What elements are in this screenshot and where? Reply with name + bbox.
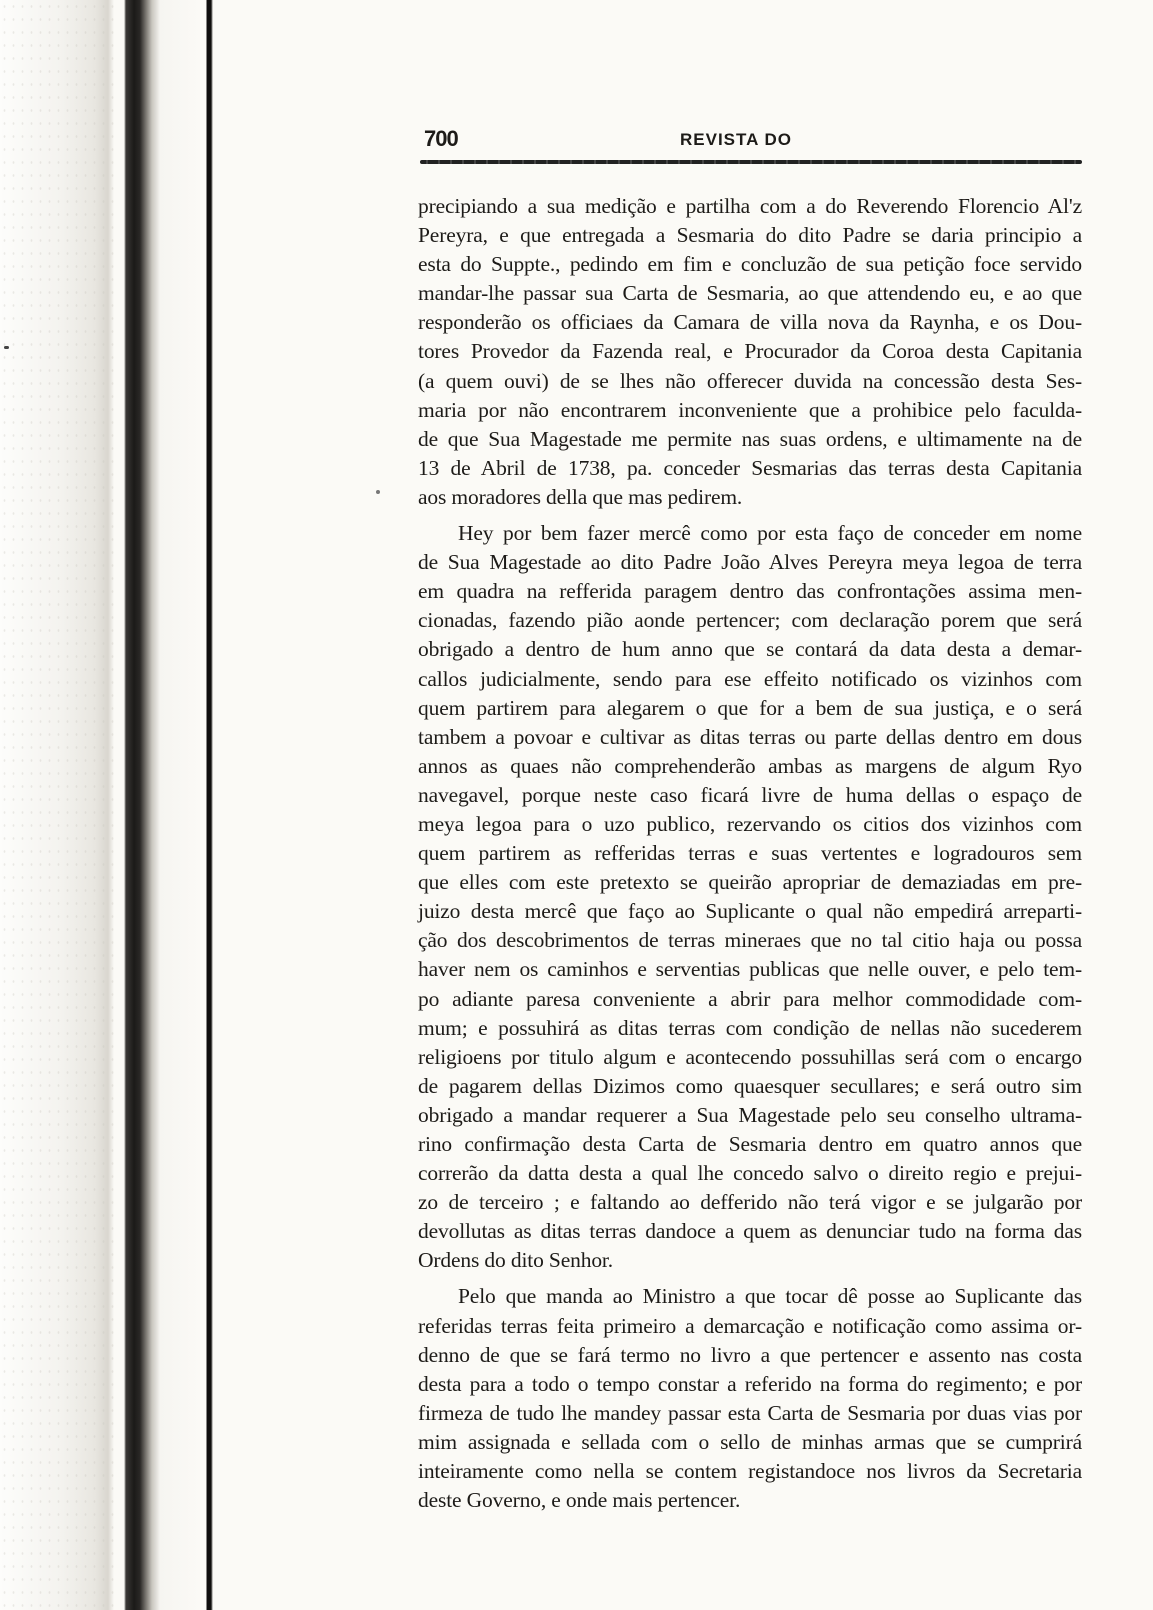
text-line: denno de que se fará termo no livro a que pertencer e assento nas costa <box>418 1342 1082 1367</box>
text-line: de pagarem dellas Dizimos como quaesquer secullares; e será outro sim <box>418 1073 1082 1098</box>
text-line: maria por não encontrarem inconveniente que a prohibice pelo faculda- <box>418 397 1082 422</box>
text-line: zo de terceiro ; e faltando ao defferido não terá vigor e se julgarão por <box>418 1190 1082 1215</box>
text-line: de Sua Magestade ao dito Padre João Alves Pereyra meya legoa de terra <box>418 550 1082 575</box>
text-line: rino confirmação desta Carta de Sesmaria dentro em quatro annos que <box>418 1132 1082 1156</box>
text-line: deste Governo, e onde mais pertencer. <box>418 1488 741 1513</box>
header-rule <box>420 160 1082 164</box>
ink-speck <box>4 346 9 349</box>
text-line: Pelo que manda ao Ministro a que tocar dê posse ao Suplicante das <box>458 1284 1082 1309</box>
text-line: correrão da datta desta a qual lhe concedo salvo o direito regio e prejui- <box>418 1161 1082 1186</box>
body-text <box>418 192 1082 1515</box>
text-line: obrigado a mandar requerer a Sua Magestade pelo seu conselho ultrama- <box>418 1102 1082 1127</box>
text-line: (a quem ouvi) de se lhes não offerecer duvida na concessão desta Ses- <box>418 368 1082 393</box>
text-line: meya legoa para o uzo publico, rezervando os citios dos vizinhos com <box>418 811 1082 836</box>
text-line: obrigado a dentro de hum anno que se contará da data desta a demar- <box>418 637 1082 662</box>
text-line: cionadas, fazendo pião aonde pertencer; com declaração porem que será <box>418 608 1082 633</box>
page-number: 700 <box>424 126 458 151</box>
running-head <box>418 120 1082 160</box>
text-line: devollutas as ditas terras dandoce a quem as denunciar tudo na forma das <box>418 1219 1082 1244</box>
text-line: ção dos descobrimentos de terras mineraes que no tal citio haja ou possa <box>418 928 1082 953</box>
text-line: juizo desta mercê que faço ao Suplicante o qual não empedirá arreparti- <box>418 899 1082 924</box>
paragraph <box>418 1282 1082 1515</box>
ink-speck <box>376 490 380 494</box>
text-line: responderão os officiaes da Camara de villa nova da Raynha, e os Dou- <box>418 310 1082 335</box>
paper-texture <box>0 0 120 1610</box>
text-line: navegavel, porque neste caso ficará livre de huma dellas o espaço de <box>418 782 1082 807</box>
text-line: esta do Suppte., pedindo em fim e concluzão de sua petição foce servido <box>418 252 1082 277</box>
text-line: mum; e possuhirá as ditas terras com condição de nellas não sucederem <box>418 1015 1082 1040</box>
text-line: tores Provedor da Fazenda real, e Procurador da Coroa desta Capitania <box>418 339 1082 364</box>
text-line: religioens por titulo algum e acontecendo possuhillas será com o encargo <box>418 1044 1082 1069</box>
text-line: annos as quaes não comprehenderão ambas as margens de algum Ryo <box>418 753 1082 778</box>
text-line: quem partirem as refferidas terras e suas vertentes e logradouros sem <box>418 841 1082 866</box>
text-line: de que Sua Magestade me permite nas suas ordens, e ultimamente na de <box>418 426 1082 451</box>
text-line: po adiante paresa conveniente a abrir para melhor commodidade com- <box>418 986 1082 1011</box>
text-line: que elles com este pretexto se queirão apropriar de demaziadas em pre- <box>418 870 1082 895</box>
text-line: em quadra na refferida paragem dentro das confrontações assima men- <box>418 579 1082 604</box>
text-line: Hey por bem fazer mercê como por esta faço de conceder em nome <box>458 521 1082 546</box>
running-title: REVISTA DO <box>680 130 793 149</box>
text-line: 13 de Abril de 1738, pa. conceder Sesmarias das terras desta Capitania <box>418 455 1082 480</box>
text-line: mandar-lhe passar sua Carta de Sesmaria, ao que attendendo eu, e ao que <box>418 281 1082 306</box>
text-line: callos judicialmente, sendo para ese effeito notificado os vizinhos com <box>418 666 1082 691</box>
paragraph <box>418 519 1082 1275</box>
text-line: desta para a todo o tempo constar a referido na forma do regimento; e por <box>418 1371 1082 1396</box>
text-line: mim assignada e sellada com o sello de minhas armas que se cumprirá <box>418 1429 1082 1454</box>
text-line: haver nem os caminhos e serventias publicas que nelle ouver, e pelo tem- <box>418 957 1082 982</box>
paragraph <box>418 192 1082 512</box>
document-page <box>418 120 1082 1515</box>
text-line: precipiando a sua medição e partilha com a do Reverendo Florencio Al'z <box>418 194 1082 218</box>
text-line: quem partirem para alegarem o que for a bem de sua justiça, e o será <box>418 695 1082 720</box>
text-line: tambem a povoar e cultivar as ditas terras ou parte dellas dentro em dous <box>418 724 1082 749</box>
text-line: referidas terras feita primeiro a demarcação e notificação como assima or- <box>418 1313 1082 1338</box>
text-line: inteiramente como nella se contem registandoce nos livros da Secretaria <box>418 1459 1082 1484</box>
text-line: Pereyra, e que entregada a Sesmaria do dito Padre se daria principio a <box>418 223 1082 248</box>
text-line: Ordens do dito Senhor. <box>418 1248 613 1273</box>
text-line: aos moradores della que mas pedirem. <box>418 484 743 509</box>
text-line: firmeza de tudo lhe mandey passar esta Carta de Sesmaria por duas vias por <box>418 1400 1082 1425</box>
